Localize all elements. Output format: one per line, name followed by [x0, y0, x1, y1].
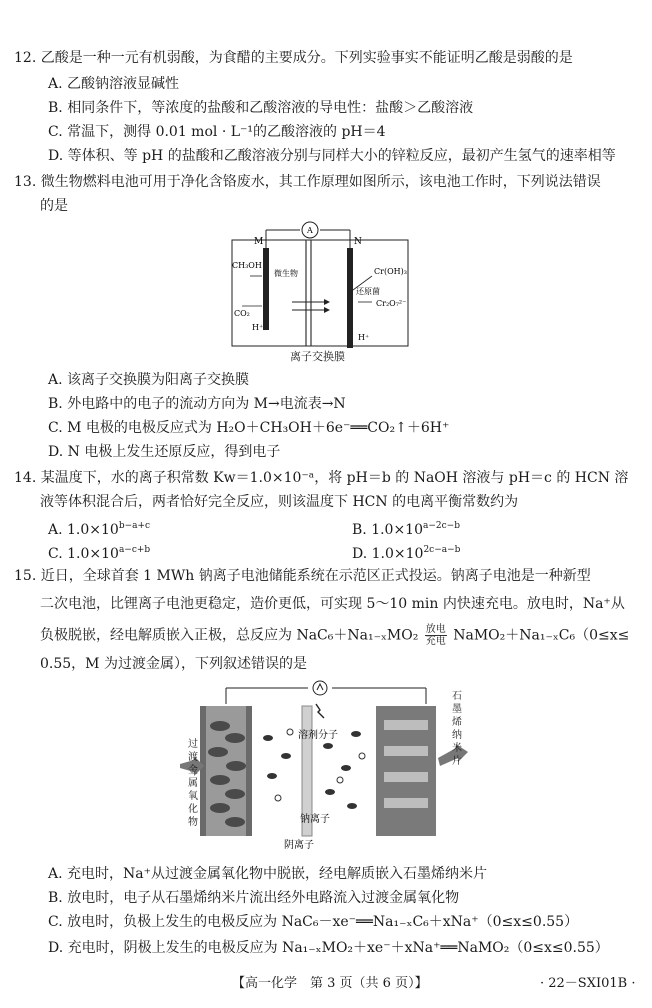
q13-option-a: A. 该离子交换膜为阳离子交换膜 [48, 372, 250, 388]
q15-option-c: C. 放电时，负极上发生的电极反应为 NaC₆－xe⁻══Na₁₋ₓC₆＋xNa⁺（0≤x≤0.55） [48, 914, 579, 930]
q15-stem-line4: 0.55，M 为过渡金属），下列叙述错误的是 [40, 656, 307, 672]
sodium-battery-diagram [180, 676, 480, 858]
label-sodium: 钠离子 [300, 814, 330, 825]
label-transition-metal-oxide: 过渡金属氧化物 [188, 739, 198, 828]
q14-option-a: A. $1.0\times 10^{b-a+c}$ [48, 521, 151, 538]
q13-stem-line1: 13. 微生物燃料电池可用于净化含铬废水，其工作原理如图所示，该电池工作时，下列说法错误 [14, 174, 601, 190]
label-reducer: 还原菌 [356, 287, 380, 296]
paper-code: · 22－SXI01B · [540, 976, 636, 991]
q14-option-b: B. $1.0\times 10^{a-2c-b}$ [352, 521, 460, 538]
label-co2: CO₂ [234, 309, 250, 318]
label-h-left: H⁺ [252, 323, 264, 332]
q14-option-c: C. $1.0\times 10^{a-c+b}$ [48, 545, 151, 562]
q15-stem-line2: 二次电池，比锂离子电池更稳定，造价更低，可实现 5～10 min 内快速充电。放电时，Na⁺从 [40, 596, 625, 612]
q13-option-c: C. M 电极的电极反应式为 H₂O＋CH₃OH＋6e⁻══CO₂↑＋6H⁺ [48, 420, 450, 436]
q14-stem-line2: 液等体积混合后，两者恰好完全反应，则该温度下 HCN 的电离平衡常数约为 [40, 494, 519, 510]
q12-stem: 12. 乙酸是一种一元有机弱酸，为食醋的主要成分。下列实验事实不能证明乙酸是弱酸的是 [14, 50, 573, 66]
ammeter-icon: A [307, 226, 313, 235]
q15-stem-line1: 15. 近日，全球首套 1 MWh 钠离子电池储能系统在示范区正式投运。钠离子电池是一种新型 [14, 568, 591, 584]
q12-option-d: D. 等体积、等 pH 的盐酸和乙酸溶液分别与同样大小的锌粒反应，最初产生氢气的速率相等 [48, 148, 616, 164]
q15-option-b: B. 放电时，电子从石墨烯纳米片流出经外电路流入过渡金属氧化物 [48, 890, 460, 906]
label-M: M [254, 237, 264, 247]
q13-option-b: B. 外电路中的电子的流动方向为 M→电流表→N [48, 396, 346, 412]
q14-option-d: D. $1.0\times 10^{2c-a-b}$ [352, 545, 461, 562]
q15-option-d: D. 充电时，阴极上发生的电极反应为 Na₁₋ₓMO₂＋xe⁻＋xNa⁺══NaMO₂（0≤x≤0.55） [48, 940, 609, 956]
label-h-right: H⁺ [358, 333, 370, 342]
fuel-cell-diagram [222, 218, 422, 368]
q12-option-b: B. 相同条件下，等浓度的盐酸和乙酸溶液的导电性：盐酸＞乙酸溶液 [48, 100, 474, 116]
q13-option-d: D. N 电极上发生还原反应，得到电子 [48, 444, 281, 460]
label-graphene: 石墨烯纳米片 [452, 691, 462, 767]
page-footer: 【高一化学 第 3 页（共 6 页）】 [232, 976, 428, 991]
q13-stem-line2: 的是 [40, 198, 68, 214]
label-ch3oh: CH₃OH [232, 261, 262, 270]
q15-option-a: A. 充电时，Na⁺从过渡金属氧化物中脱嵌，经电解质嵌入石墨烯纳米片 [48, 866, 487, 882]
label-cr-oh3: Cr(OH)₃ [374, 267, 407, 276]
label-solvent: 溶剂分子 [298, 730, 338, 741]
q12-option-a: A. 乙酸钠溶液显碱性 [48, 76, 180, 92]
label-microbe: 微生物 [274, 269, 298, 278]
label-anion: 阴离子 [284, 840, 314, 851]
q14-stem-line1: 14. 某温度下，水的离子积常数 Kw＝1.0×10⁻ᵃ，将 pH＝b 的 NaOH 溶液与 pH＝c 的 HCN 溶 [14, 470, 629, 486]
reaction-arrow: 放电 充电 [425, 624, 446, 647]
label-N: N [354, 237, 362, 247]
q12-option-c: C. 常温下，测得 0.01 mol · L⁻¹的乙酸溶液的 pH＝4 [48, 124, 386, 140]
q15-stem-line3: 负极脱嵌，经电解质嵌入正极，总反应为 NaC₆＋Na₁₋ₓMO₂ 放电 充电 NaMO₂＋Na₁₋ₓC₆（0≤x≤ [40, 624, 630, 647]
membrane-caption: 离子交换膜 [290, 350, 345, 363]
label-cr2o7: Cr₂O₇²⁻ [376, 299, 407, 308]
